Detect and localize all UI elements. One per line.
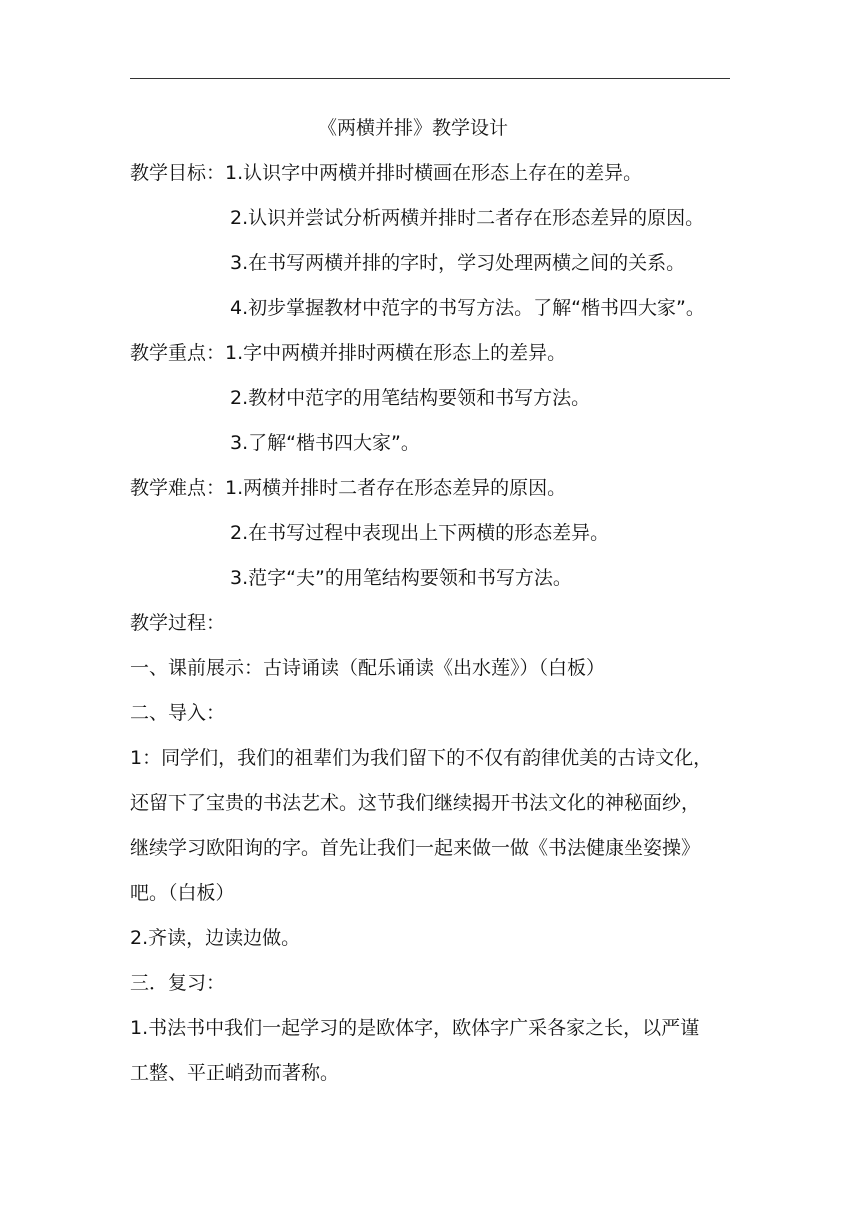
intro-paragraph-line: 吧。（白板） [130,882,235,904]
key-points-first-line [130,339,566,367]
difficulties-first-line [130,474,566,502]
difficulty-item: 2.在书写过程中表现出上下两横的形态差异。 [230,522,610,544]
process-label: 教学过程： [130,612,226,634]
section-pre-class: 一、课前展示：古诗诵读（配乐诵读《出水莲》）（白板） [130,657,606,679]
review-paragraph-line: 工整、平正峭劲而著称。 [130,1062,340,1084]
read-along-paragraph: 2.齐读，边读边做。 [130,927,301,949]
difficulties-label: 教学难点： [130,477,226,499]
key-point-item: 3.了解“楷书四大家”。 [230,432,420,454]
objective-item: 3.在书写两横并排的字时，学习处理两横之间的关系。 [230,252,686,274]
section-introduction: 二、导入： [130,702,226,724]
objective-item: 2.认识并尝试分析两横并排时二者存在形态差异的原因。 [230,207,705,229]
key-points-label: 教学重点： [130,342,226,364]
difficulty-item: 1.两横并排时二者存在形态差异的原因。 [225,477,567,499]
header-rule [130,78,730,79]
section-review: 三．复习： [130,972,226,994]
key-point-item: 1.字中两横并排时两横在形态上的差异。 [225,342,567,364]
intro-paragraph-line: 还留下了宝贵的书法艺术。这节我们继续揭开书法文化的神秘面纱， [130,792,701,814]
intro-paragraph-line: 继续学习欧阳询的字。首先让我们一起来做一做《书法健康坐姿操》 [130,837,701,859]
review-paragraph-line: 1.书法书中我们一起学习的是欧体字，欧体字广采各家之长，以严谨 [130,1017,700,1039]
key-point-item: 2.教材中范字的用笔结构要领和书写方法。 [230,387,591,409]
difficulty-item: 3.范字“夫”的用笔结构要领和书写方法。 [230,567,572,589]
objectives-first-line [130,159,642,187]
objective-item: 4.初步掌握教材中范字的书写方法。了解“楷书四大家”。 [230,297,705,319]
document-title: 《两横并排》教学设计 [318,117,509,139]
intro-paragraph-line: 1：同学们，我们的祖辈们为我们留下的不仅有韵律优美的古诗文化， [130,747,713,769]
objectives-label: 教学目标： [130,162,226,184]
objective-item: 1.认识字中两横并排时横画在形态上存在的差异。 [225,162,643,184]
